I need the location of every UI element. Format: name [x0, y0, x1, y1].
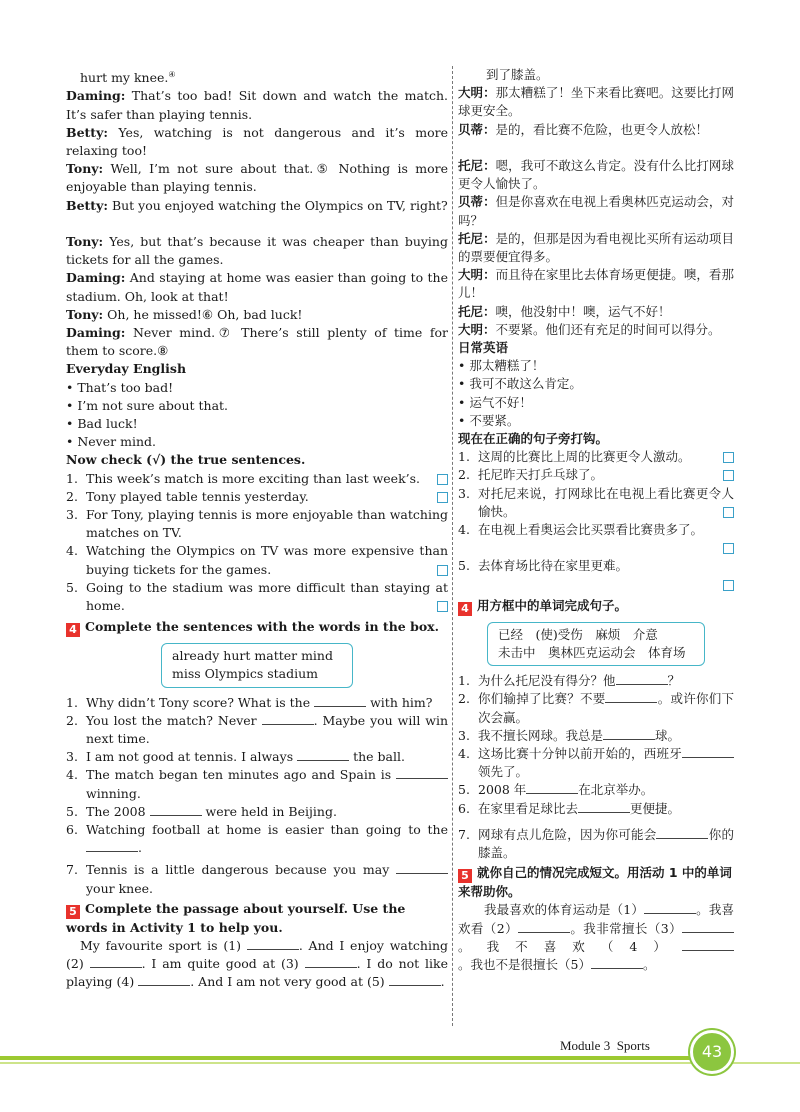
- english-column: [66, 66, 448, 992]
- column-divider: [452, 66, 453, 1026]
- checkbox[interactable]: [437, 601, 448, 612]
- everyday-item: • 不要紧。: [458, 412, 520, 428]
- everyday-item: • 那太糟糕了！: [458, 358, 545, 374]
- sentence-item: 3. 我不擅长网球。我总是 球。: [458, 727, 681, 743]
- passage: 我最喜欢的体育运动是（1） 。我喜欢看（2） 。我非常擅长（3）。我不喜欢（4）。我也不是很擅长（5） 。: [458, 902, 734, 973]
- sentence-item: 4. 这场比赛十分钟以前开始的，西班牙领先了。: [458, 745, 734, 781]
- check-item: 5. 去体育场比待在家里更难。: [458, 558, 629, 574]
- dialogue-line: 托尼：嗯，我可不敢这么肯定。没有什么比打网球更令人愉快了。: [458, 158, 734, 192]
- answer-blank[interactable]: [90, 956, 142, 968]
- dialogue-line: Tony: Yes, but that’s because it was cheaper than buying tickets for all the games.: [66, 233, 448, 268]
- section-number-badge: 5: [66, 905, 80, 919]
- answer-blank[interactable]: [616, 673, 668, 685]
- dialogue-line: 贝蒂：是的，看比赛不危险，也更令人放松！: [458, 121, 709, 137]
- check-item: 2. 托尼昨天打乒乓球了。: [458, 466, 734, 484]
- dialogue-line: Tony: Oh, he missed!⑥ Oh, bad luck!: [66, 306, 303, 322]
- answer-blank[interactable]: [578, 801, 630, 813]
- answer-blank[interactable]: [682, 746, 734, 758]
- passage: My favourite sport is (1) . And I enjoy watching (2) . I am quite good at (3) . I do not like playing (4) . And I am not very good at (5) .: [66, 938, 449, 990]
- answer-blank[interactable]: [314, 695, 366, 707]
- answer-blank[interactable]: [86, 840, 138, 852]
- section-number-badge: 4: [66, 623, 80, 637]
- dialogue-line: 大明：不要紧。他们还有充足的时间可以得分。: [458, 321, 721, 337]
- check-title: 现在在正确的句子旁打钩。: [458, 431, 609, 447]
- everyday-english-title: Everyday English: [66, 361, 187, 377]
- section4-title: 4 用方框中的单词完成句子。: [458, 597, 734, 616]
- dialogue-line: Daming: Never mind.⑦ There’s still plenty of time for them to score.⑧: [66, 324, 448, 359]
- section-number-badge: 4: [458, 602, 472, 616]
- everyday-english-title: 日常英语: [458, 340, 509, 356]
- checkbox[interactable]: [437, 474, 448, 485]
- dialogue-line: Tony: Well, I’m not sure about that.⑤ Nothing is more enjoyable than playing tennis.: [66, 161, 448, 195]
- checkbox[interactable]: [437, 565, 448, 576]
- section5-title: 5 Complete the passage about yourself. Use the words in Activity 1 to help you.: [66, 900, 406, 935]
- sentence-item: 7. Tennis is a little dangerous because you may your knee.: [66, 861, 448, 897]
- answer-blank[interactable]: [247, 938, 299, 950]
- word-box: [161, 643, 353, 687]
- answer-blank[interactable]: [138, 974, 190, 986]
- check-item: 2. Tony played table tennis yesterday.: [66, 488, 448, 506]
- checkbox[interactable]: [723, 580, 734, 591]
- footer-rule: [0, 1056, 690, 1060]
- answer-blank[interactable]: [644, 902, 696, 914]
- dialogue-line: Betty: But you enjoyed watching the Olympics on TV, right?: [66, 197, 448, 213]
- checkbox[interactable]: [723, 543, 734, 554]
- dialogue-line: 托尼：噢，他没射中！噢，运气不好！: [458, 303, 671, 319]
- answer-blank[interactable]: [656, 827, 708, 839]
- sentence-item: 5. 2008 年 在北京举办。: [458, 782, 654, 798]
- sentence-item: 3. I am not good at tennis. I always the ball.: [66, 749, 405, 765]
- answer-blank[interactable]: [305, 956, 357, 968]
- section4-title: 4 Complete the sentences with the words in the box.: [66, 618, 448, 637]
- dialogue-line: Daming: And staying at home was easier than going to the stadium. Oh, look at that!: [66, 270, 448, 304]
- dialogue-line: 托尼：是的，但那是因为看电视比买所有运动项目的票要便宜得多。: [458, 230, 734, 265]
- everyday-item: • 运气不好！: [458, 394, 532, 410]
- dialogue-line: 贝蒂：但是你喜欢在电视上看奥林匹克运动会，对吗？: [458, 194, 734, 228]
- check-item: 5. Going to the stadium was more difficult than staying at home.: [66, 579, 448, 614]
- sentence-item: 6. 在家里看足球比去 更便捷。: [458, 800, 681, 816]
- answer-blank[interactable]: [396, 767, 448, 779]
- check-item: 1. 这周的比赛比上周的比赛更令人激动。: [458, 448, 734, 466]
- checkbox[interactable]: [723, 507, 734, 518]
- sentence-item: 2. 你们输掉了比赛？不要 。或许你们下次会赢。: [458, 691, 734, 725]
- answer-blank[interactable]: [262, 713, 314, 725]
- running-footer: Module 3 Sports: [560, 1038, 650, 1053]
- check-item: 3. 对托尼来说，打网球比在电视上看比赛更令人愉快。: [458, 485, 734, 519]
- word-box-line: 已经 (使)受伤 麻烦 介意: [498, 626, 658, 642]
- page-number: 43: [690, 1030, 734, 1074]
- check-title: Now check (√) the true sentences.: [66, 452, 306, 468]
- dialogue-line: 大明：那太糟糕了！坐下来看比赛吧。这要比打网球更安全。: [458, 85, 734, 119]
- answer-blank[interactable]: [605, 691, 657, 703]
- dialogue-line: Betty: Yes, watching is not dangerous and it’s more relaxing too!: [66, 124, 448, 158]
- answer-blank[interactable]: [682, 939, 734, 951]
- sentence-item: 7. 网球有点儿危险，因为你可能会 你的膝盖。: [458, 826, 734, 861]
- answer-blank[interactable]: [297, 749, 349, 761]
- answer-blank[interactable]: [603, 728, 655, 740]
- sentence-item: 1. 为什么托尼没有得分？他 ？: [458, 673, 681, 689]
- section5-title: 5 就你自己的情况完成短文。用活动 1 中的单词来帮助你。: [458, 865, 732, 900]
- check-item: 4. Watching the Olympics on TV was more expensive than buying tickets for the games.: [66, 543, 448, 577]
- answer-blank[interactable]: [150, 804, 202, 816]
- checkbox[interactable]: [437, 492, 448, 503]
- check-item: 3. For Tony, playing tennis is more enjoyable than watching matches on TV.: [66, 507, 448, 541]
- dialogue-line: Daming: That’s too bad! Sit down and watch the match. It’s safer than playing tennis.: [66, 88, 448, 122]
- dialogue-line: hurt my knee.④: [80, 70, 176, 86]
- checkbox[interactable]: [723, 452, 734, 463]
- section-number-badge: 5: [458, 869, 472, 883]
- checkbox[interactable]: [723, 470, 734, 481]
- word-box-line: 未击中 奥林匹克运动会 体育场: [498, 645, 686, 661]
- word-box: [487, 622, 705, 666]
- answer-blank[interactable]: [396, 862, 448, 874]
- chinese-column: [458, 66, 734, 974]
- word-box-line: miss Olympics stadium: [172, 666, 318, 682]
- sentence-item: 1. Why didn’t Tony score? What is the with him?: [66, 694, 433, 710]
- check-item: 4. 在电视上看奥运会比买票看比赛贵多了。: [458, 522, 704, 538]
- sentence-item: 6. Watching football at home is easier than going to the .: [66, 822, 448, 856]
- answer-blank[interactable]: [389, 974, 441, 986]
- sentence-item: 2. You lost the match? Never . Maybe you will win next time.: [66, 712, 448, 747]
- check-item: 1. This week’s match is more exciting than last week’s.: [66, 470, 448, 488]
- everyday-item: • Never mind.: [66, 434, 156, 450]
- everyday-item: • Bad luck!: [66, 416, 138, 431]
- answer-blank[interactable]: [682, 921, 734, 933]
- dialogue-line: 大明：而且待在家里比去体育场更便捷。噢，看那儿！: [458, 267, 734, 301]
- everyday-item: • That’s too bad!: [66, 379, 174, 395]
- word-box-line: already hurt matter mind: [172, 648, 333, 664]
- everyday-item: • 我可不敢这么肯定。: [458, 376, 582, 392]
- dialogue-line: 到了膝盖。: [486, 67, 549, 82]
- everyday-item: • I’m not sure about that.: [66, 397, 229, 413]
- footer-rule-light: [0, 1062, 800, 1064]
- answer-blank[interactable]: [526, 782, 578, 794]
- answer-blank[interactable]: [518, 921, 570, 933]
- sentence-item: 4. The match began ten minutes ago and Spain is winning.: [66, 766, 448, 802]
- sentence-item: 5. The 2008 were held in Beijing.: [66, 803, 337, 819]
- answer-blank[interactable]: [591, 957, 643, 969]
